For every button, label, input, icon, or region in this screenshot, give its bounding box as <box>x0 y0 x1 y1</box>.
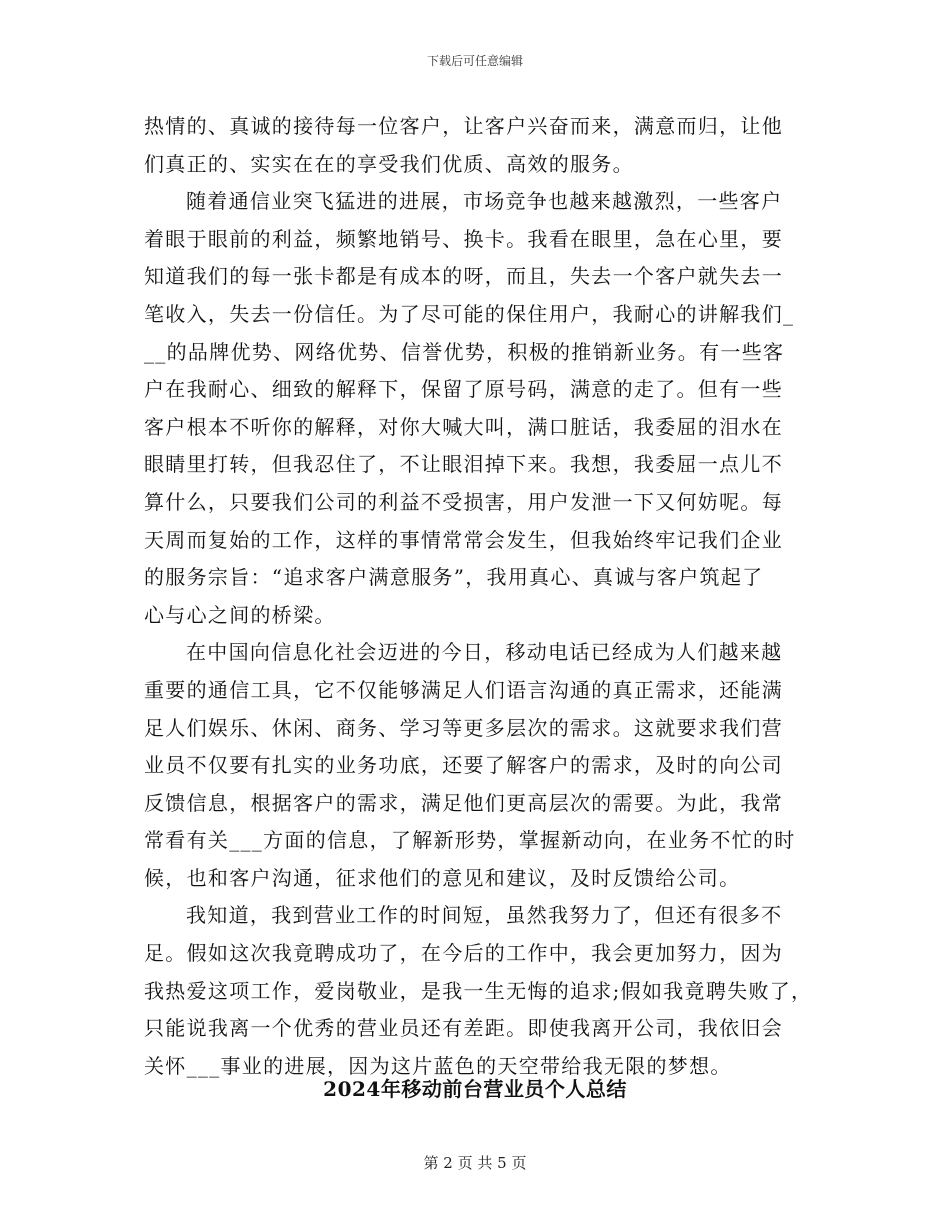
text-line: 着眼于眼前的利益，频繁地销号、换卡。我看在眼里，急在心里，要 <box>144 226 783 251</box>
text-line: 热情的、真诚的接待每一位客户，让客户兴奋而来，满意而归，让他 <box>144 114 783 138</box>
page-footer: 第 2 页 共 5 页 <box>423 1154 527 1172</box>
text-line: 笔收入，失去一份信任。为了尽可能的保住用户，我耐心的讲解我们_ <box>144 301 795 326</box>
text-line: 足。假如这次我竟聘成功了，在今后的工作中，我会更加努力，因为 <box>144 941 783 966</box>
text-line: 在中国向信息化社会迈进的今日，移动电话已经成为人们越来越 <box>186 640 783 665</box>
text-line: 候，也和客户沟通，征求他们的意见和建议，及时反馈给公司。 <box>144 865 741 890</box>
body-text <box>144 108 813 1085</box>
text-line: __的品牌优势、网络优势、信誉优势，积极的推销新业务。有一些客 <box>144 339 785 364</box>
text-line: 眼睛里打转，但我忍住了，不让眼泪掉下来。我想，我委屈一点儿不 <box>144 452 783 477</box>
page-header: 下载后可任意编辑 <box>426 54 523 68</box>
text-line: 的服务宗旨：“追求客户满意服务”，我用真心、真诚与客户筑起了 <box>144 565 764 590</box>
text-line: 随着通信业突飞猛进的进展，市场竞争也越来越激烈，一些客户 <box>186 189 783 214</box>
text-line: 心与心之间的桥梁。 <box>144 602 336 627</box>
text-line: 关怀___事业的进展，因为这片蓝色的天空带给我无限的梦想。 <box>144 1053 732 1078</box>
text-line: 常看有关___方面的信息，了解新形势，掌握新动向，在业务不忙的时 <box>144 828 796 853</box>
text-line: 户在我耐心、细致的解释下，保留了原号码，满意的走了。但有一些 <box>144 377 783 402</box>
text-line: 足人们娱乐、休闲、商务、学习等更多层次的需求。这就要求我们营 <box>144 715 783 740</box>
text-line: 我热爱这项工作，爱岗敬业，是我一生无悔的追求;假如我竟聘失败了， <box>144 978 813 1003</box>
text-line: 客户根本不听你的解释，对你大喊大叫，满口脏话，我委屈的泪水在 <box>144 414 783 439</box>
text-line: 算什么，只要我们公司的利益不受损害，用户发泄一下又何妨呢。每 <box>144 489 783 514</box>
text-line: 只能说我离一个优秀的营业员还有差距。即使我离开公司，我依旧会 <box>144 1016 783 1041</box>
text-line: 们真正的、实实在在的享受我们优质、高效的服务。 <box>144 151 634 176</box>
text-line: 业员不仅要有扎实的业务功底，还要了解客户的需求，及时的向公司 <box>144 753 783 778</box>
text-line: 天周而复始的工作，这样的事情常常会发生，但我始终牢记我们企业 <box>144 527 783 552</box>
text-line: 重要的通信工具，它不仅能够满足人们语言沟通的真正需求，还能满 <box>144 677 783 702</box>
section-title: 2024年移动前台营业员个人总结 <box>323 1077 627 1101</box>
text-line: 知道我们的每一张卡都是有成本的呀，而且，失去一个客户就失去一 <box>144 264 783 289</box>
text-line: 我知道，我到营业工作的时间短，虽然我努力了，但还有很多不 <box>186 903 783 928</box>
text-line: 反馈信息，根据客户的需求，满足他们更高层次的需要。为此，我常 <box>144 790 783 815</box>
